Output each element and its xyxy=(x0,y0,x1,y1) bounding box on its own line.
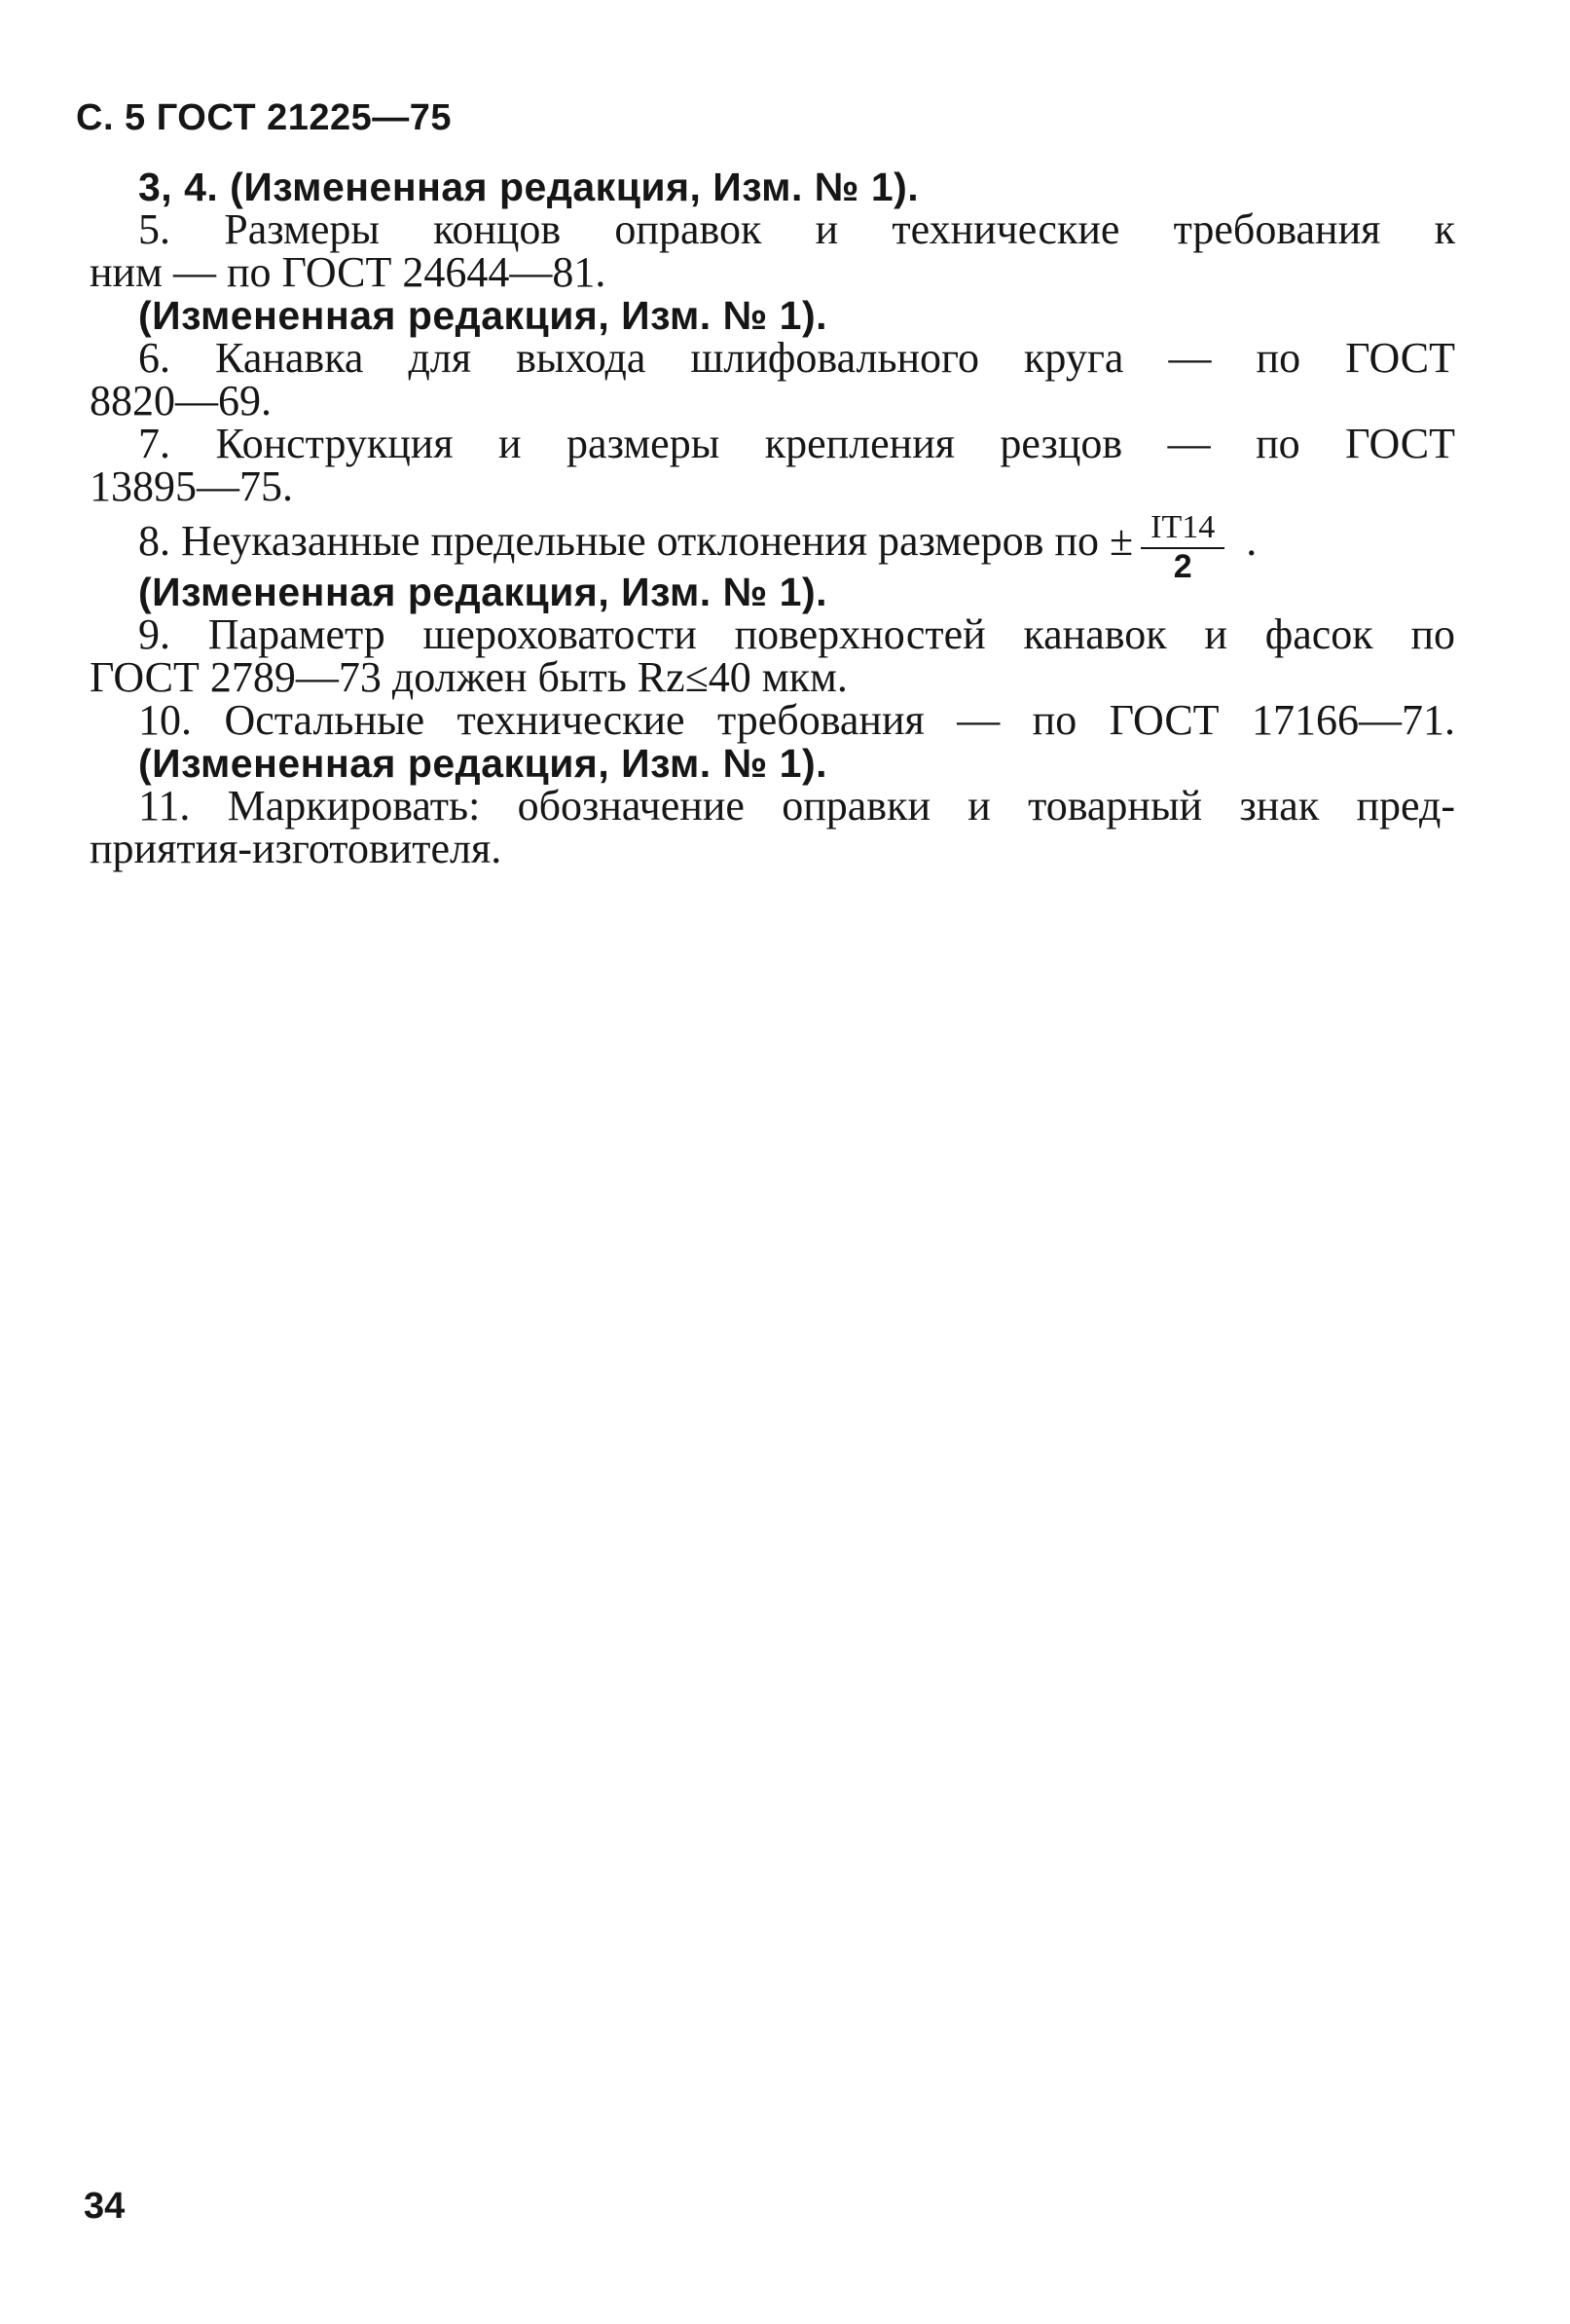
clause-7-line-1: 7. Конструкция и размеры крепления резцов — по ГОСТ xyxy=(138,420,1455,467)
clause-10: 10. Остальные технические требования — по ГОСТ 17166—71. xyxy=(138,696,1455,744)
clause-5-line-2: ним — по ГОСТ 24644—81. xyxy=(90,248,606,296)
clause-8 xyxy=(90,508,1455,585)
document-body xyxy=(90,166,1455,870)
clause-11-line-1: 11. Маркировать: обозначение оправки и товарный знак пред- xyxy=(138,782,1455,830)
clause-7-line-2: 13895—75. xyxy=(90,462,293,510)
running-head: С. 5 ГОСТ 21225—75 xyxy=(76,97,453,138)
amendment-note-5: (Измененная редакция, Изм. № 1). xyxy=(138,293,828,338)
tolerance-fraction xyxy=(1141,510,1224,584)
clause-6-line-1: 6. Канавка для выхода шлифовального круга — по ГОСТ xyxy=(138,334,1455,382)
page-number: 34 xyxy=(84,2186,126,2227)
clause-9-line-1: 9. Параметр шероховатости поверхностей канавок и фасок по xyxy=(138,610,1455,658)
amendment-note-3-4: 3, 4. (Измененная редакция, Изм. № 1). xyxy=(138,165,920,209)
fraction-numerator: IT14 xyxy=(1141,510,1224,549)
clause-8-text: 8. Неуказанные предельные отклонения размеров по ± xyxy=(138,517,1134,566)
amendment-note-8: (Измененная редакция, Изм. № 1). xyxy=(138,570,828,614)
clause-11-line-2: приятия-изготовителя. xyxy=(90,825,502,872)
clause-5-line-1: 5. Размеры концов оправок и технические требования к xyxy=(138,205,1455,253)
clause-8-end: . xyxy=(1246,517,1258,566)
fraction-denominator: 2 xyxy=(1173,548,1192,585)
amendment-note-10: (Измененная редакция, Изм. № 1). xyxy=(138,741,828,786)
clause-6-line-2: 8820—69. xyxy=(90,377,272,424)
clause-9-line-2: ГОСТ 2789—73 должен быть Rz≤40 мкм. xyxy=(90,653,848,701)
